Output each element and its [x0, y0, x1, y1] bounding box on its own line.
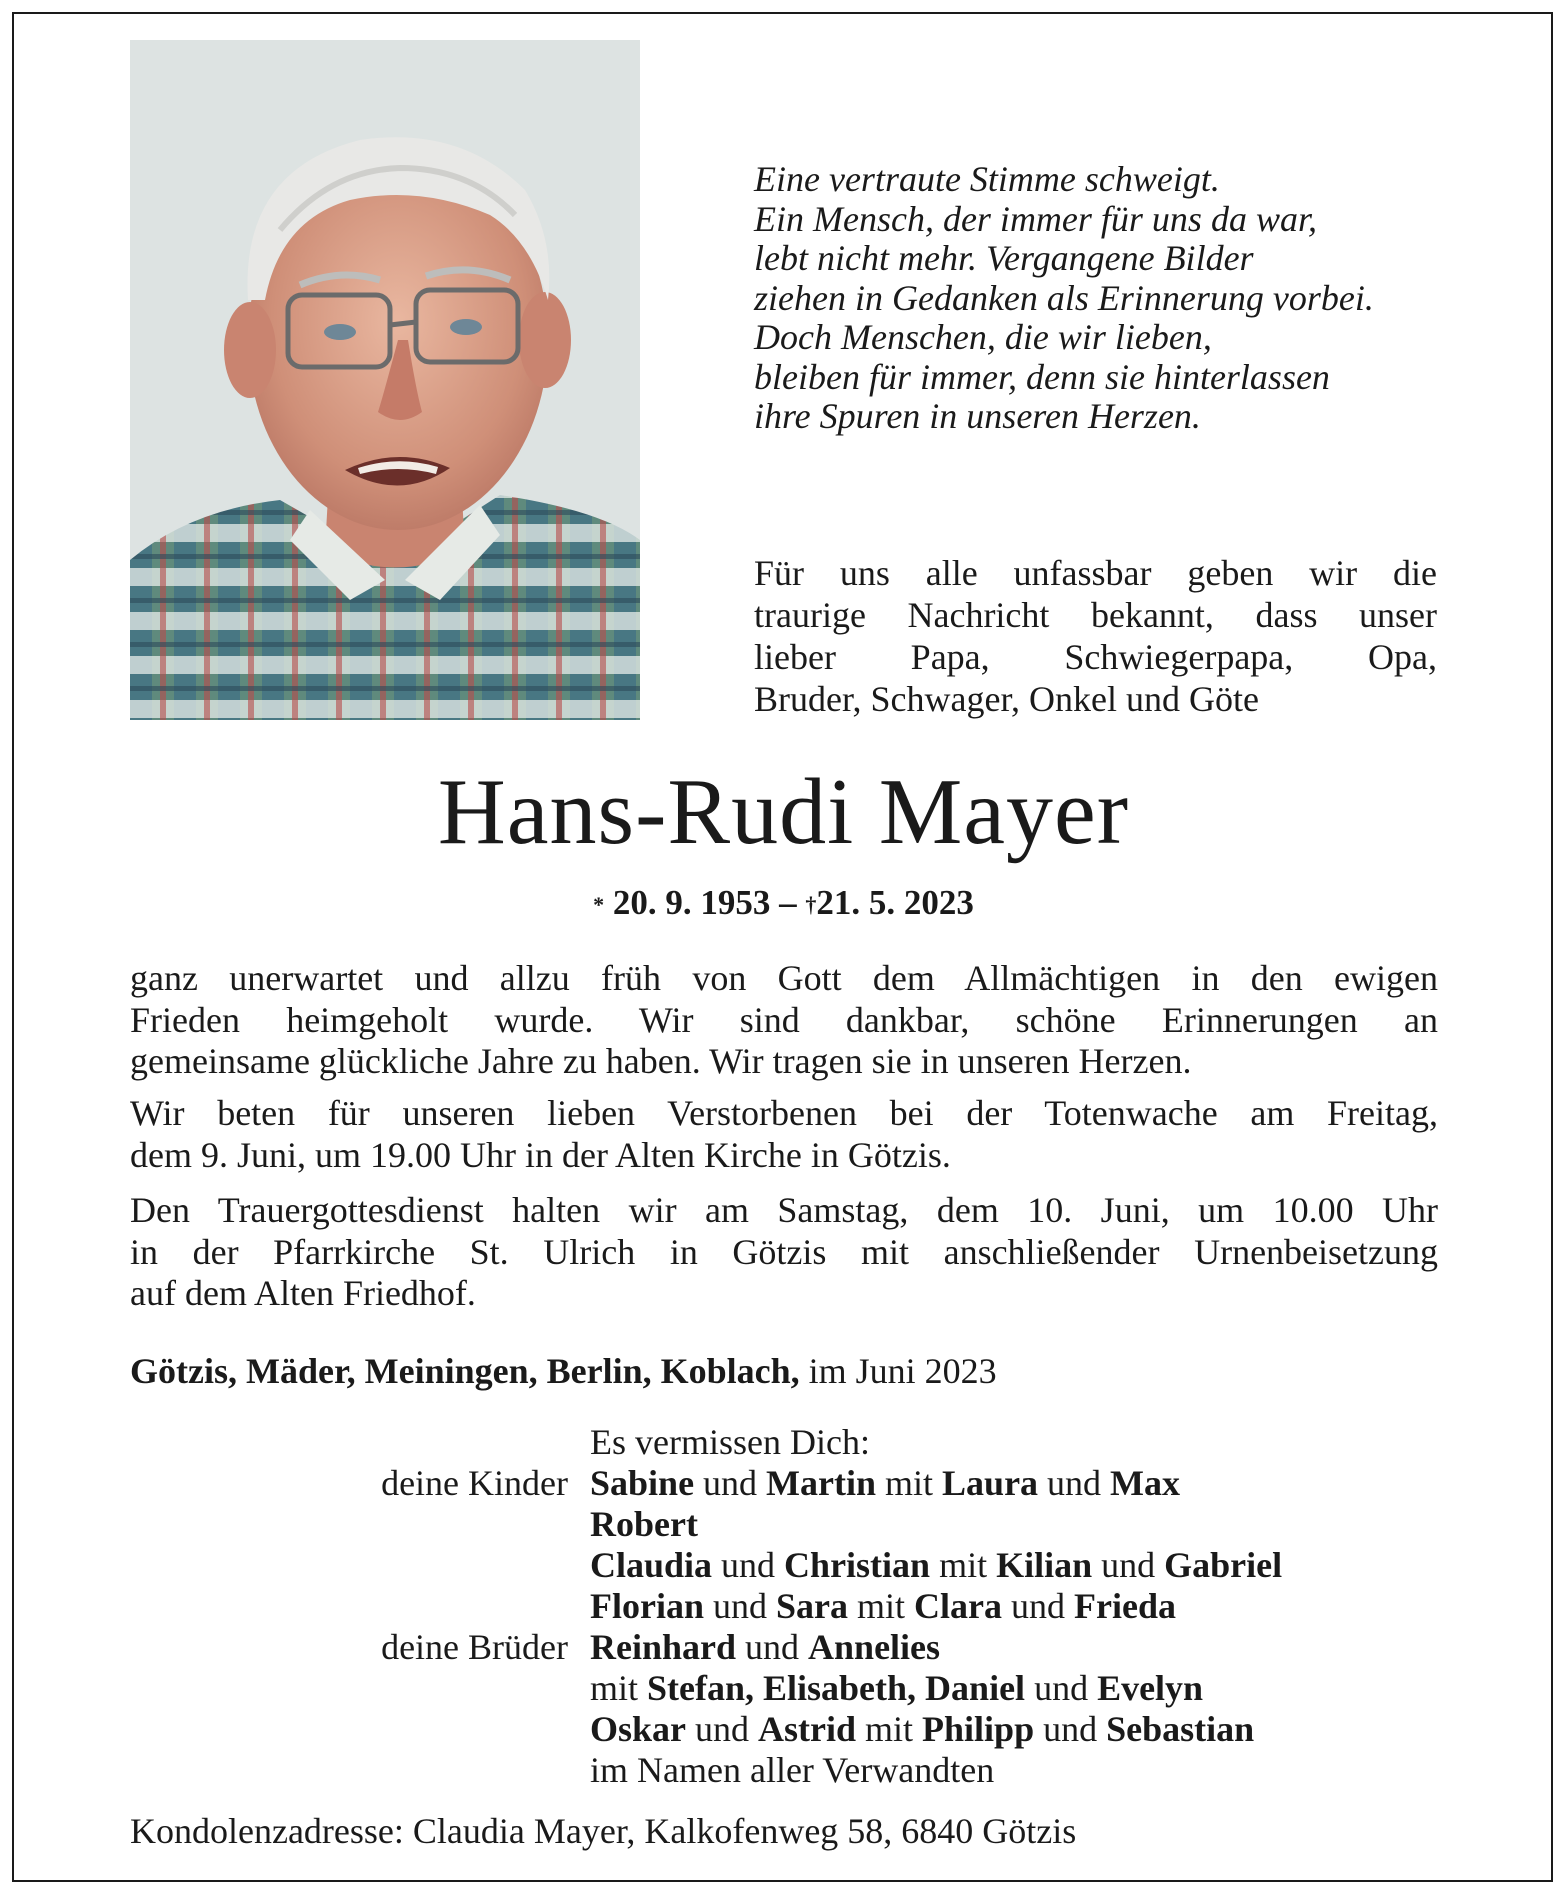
person-name: Annelies: [808, 1627, 941, 1667]
announcement-intro: [754, 552, 1437, 720]
paragraph-funeral: [130, 1190, 1438, 1315]
conjunction: mit: [865, 1709, 914, 1749]
conjunction: mit: [857, 1586, 906, 1626]
children-label: deine Kinder: [381, 1463, 568, 1503]
person-name: Martin: [766, 1463, 877, 1503]
condolence-address: Kondolenzadresse: Claudia Mayer, Kalkofenweg 58, 6840 Götzis: [130, 1811, 1077, 1851]
survivors-row: [130, 1586, 1438, 1627]
places-and-date: [130, 1350, 997, 1392]
survivors-closing: im Namen aller Verwandten: [590, 1750, 995, 1790]
survivors-closing-row: [130, 1750, 1438, 1791]
paragraph-line: auf dem Alten Friedhof.: [130, 1273, 476, 1313]
person-name: Sebastian: [1106, 1709, 1255, 1749]
intro-line: Für uns alle unfassbar geben wir die: [754, 553, 1437, 593]
person-name: Philipp: [922, 1709, 1035, 1749]
paragraph-line: Wir beten für unseren lieben Verstorbenen bei der Totenwache am Freitag,: [130, 1093, 1438, 1133]
conjunction: und: [1043, 1709, 1098, 1749]
portrait-photo: [130, 40, 640, 720]
brothers-label: deine Brüder: [381, 1627, 568, 1667]
person-name: Frieda: [1074, 1586, 1176, 1626]
person-name: Sabine: [590, 1463, 695, 1503]
survivors-row: [130, 1627, 1438, 1668]
poem-line: ziehen in Gedanken als Erinnerung vorbei.: [754, 277, 1374, 318]
conjunction: mit: [885, 1463, 934, 1503]
conjunction: mit: [939, 1545, 988, 1585]
survivors-intro-row: [130, 1422, 1438, 1463]
conjunction: und: [745, 1627, 800, 1667]
person-name: Robert: [590, 1504, 698, 1544]
birth-symbol: *: [593, 892, 605, 917]
person-name: Evelyn: [1097, 1668, 1204, 1708]
survivors-row: [130, 1709, 1438, 1750]
intro-line: traurige Nachricht bekannt, dass unser: [754, 595, 1437, 635]
survivors-intro: Es vermissen Dich:: [590, 1422, 870, 1462]
survivors-row: [130, 1504, 1438, 1545]
death-date: 21. 5. 2023: [816, 883, 974, 922]
places-list: Götzis, Mäder, Meiningen, Berlin, Koblach,: [130, 1351, 800, 1391]
person-name: Reinhard: [590, 1627, 737, 1667]
paragraph-line: Frieden heimgeholt wurde. Wir sind dankbar, schöne Erinnerungen an: [130, 999, 1438, 1040]
conjunction: und: [703, 1463, 758, 1503]
conjunction: und: [1101, 1545, 1156, 1585]
person-name: Clara: [914, 1586, 1002, 1626]
conjunction: und: [1047, 1463, 1102, 1503]
person-name: Oskar: [590, 1709, 687, 1749]
portrait-illustration: [130, 40, 640, 720]
conjunction: und: [1034, 1668, 1089, 1708]
person-name: Max: [1110, 1463, 1181, 1503]
conjunction: und: [721, 1545, 776, 1585]
intro-line: Bruder, Schwager, Onkel und Göte: [754, 679, 1259, 719]
life-dates: [0, 881, 1567, 925]
intro-line: lieber Papa, Schwiegerpapa, Opa,: [754, 637, 1437, 677]
poem-line: lebt nicht mehr. Vergangene Bilder: [754, 238, 1254, 278]
survivors-row: [130, 1668, 1438, 1709]
date-separator: –: [779, 883, 797, 922]
paragraph-passing: [130, 958, 1438, 1083]
poem-line: ihre Spuren in unseren Herzen.: [754, 396, 1201, 436]
place-date: im Juni 2023: [808, 1351, 997, 1391]
person-name: Florian: [590, 1586, 704, 1626]
conjunction: und: [695, 1709, 750, 1749]
person-name: Christian: [784, 1545, 931, 1585]
person-name: Astrid: [758, 1709, 857, 1749]
paragraph-wake: [130, 1093, 1438, 1176]
conjunction: und: [713, 1586, 767, 1626]
deceased-name: Hans-Rudi Mayer: [437, 760, 1130, 864]
person-name: Stefan, Elisabeth, Daniel: [647, 1668, 1026, 1708]
poem-line: Ein Mensch, der immer für uns da war,: [754, 198, 1317, 239]
person-name: Claudia: [590, 1545, 713, 1585]
paragraph-line: dem 9. Juni, um 19.00 Uhr in der Alten Kirche in Götzis.: [130, 1134, 951, 1175]
death-symbol: †: [805, 892, 817, 917]
paragraph-line: ganz unerwartet und allzu früh von Gott dem Allmächtigen in den ewigen: [130, 958, 1438, 998]
survivors-row: [130, 1463, 1438, 1504]
person-name: Gabriel: [1164, 1545, 1283, 1585]
poem-line: Doch Menschen, die wir lieben,: [754, 317, 1212, 357]
paragraph-line: gemeinsame glückliche Jahre zu haben. Wir tragen sie in unseren Herzen.: [130, 1041, 1192, 1081]
conjunction: mit: [590, 1668, 639, 1708]
survivors-list: [130, 1422, 1438, 1791]
person-name: Laura: [942, 1463, 1039, 1503]
birth-date: 20. 9. 1953: [612, 883, 771, 922]
paragraph-line: Den Trauergottesdienst halten wir am Samstag, dem 10. Juni, um 10.00 Uhr: [130, 1190, 1438, 1230]
poem: [754, 160, 1454, 437]
paragraph-line: in der Pfarrkirche St. Ulrich in Götzis mit anschließender Urnenbeisetzung: [130, 1231, 1438, 1272]
person-name: Kilian: [996, 1545, 1093, 1585]
survivors-row: [130, 1545, 1438, 1586]
person-name: Sara: [776, 1586, 848, 1626]
poem-line: Eine vertraute Stimme schweigt.: [754, 159, 1220, 199]
conjunction: und: [1011, 1586, 1065, 1626]
poem-line: bleiben für immer, denn sie hinterlassen: [754, 356, 1330, 397]
